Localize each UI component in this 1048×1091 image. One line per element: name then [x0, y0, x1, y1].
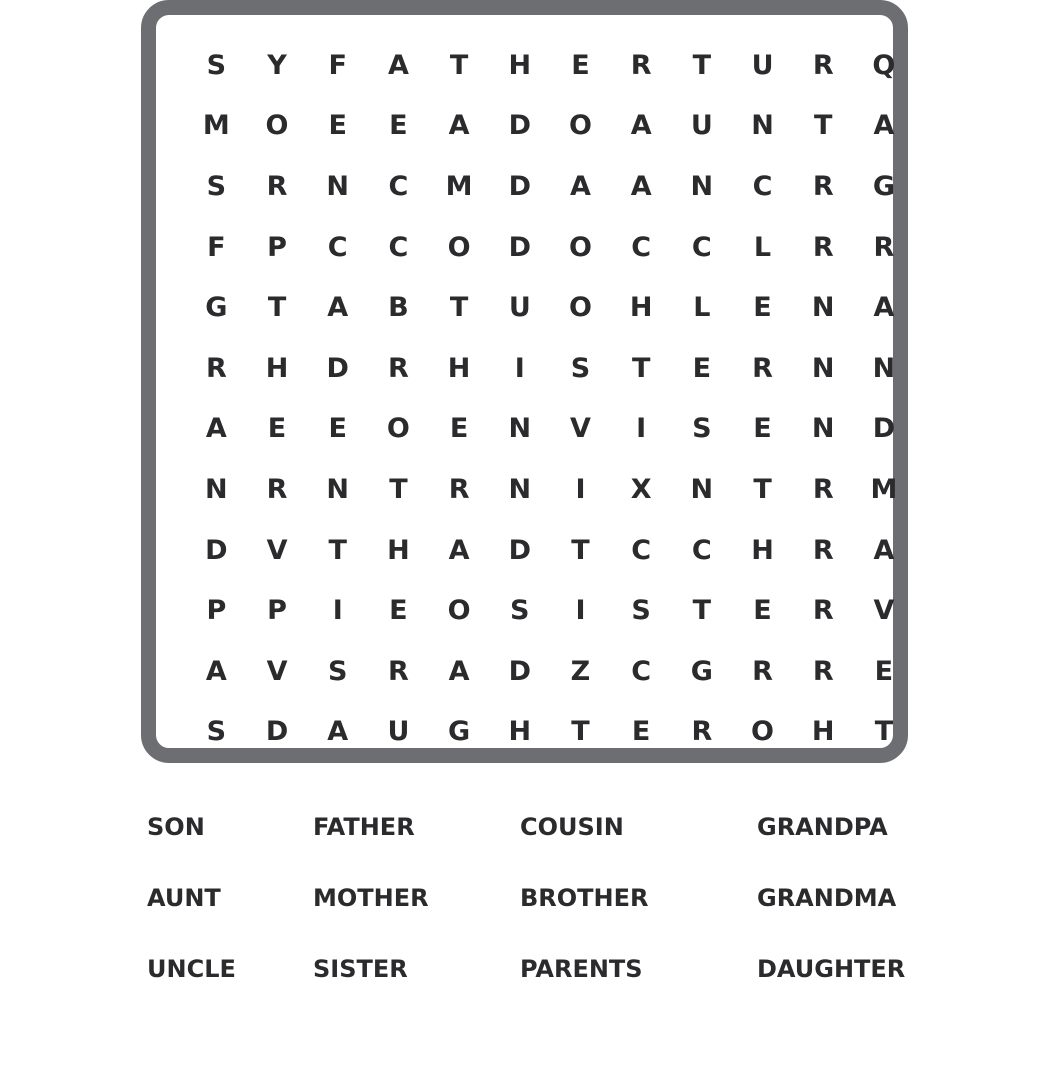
grid-cell[interactable]: A — [327, 292, 349, 324]
word-list-item: UNCLE — [147, 955, 236, 983]
grid-cell[interactable]: C — [327, 231, 348, 263]
word-list-item: COUSIN — [520, 813, 624, 841]
grid-cell[interactable]: E — [753, 413, 772, 445]
grid-cell[interactable]: C — [388, 170, 409, 202]
grid-cell[interactable]: S — [631, 595, 651, 627]
grid-cell[interactable]: Q — [872, 49, 896, 81]
grid-cell[interactable]: H — [508, 716, 532, 748]
grid-cell[interactable]: M — [445, 170, 473, 202]
grid-cell[interactable]: N — [508, 473, 532, 505]
grid-cell[interactable]: T — [692, 49, 712, 81]
grid-cell[interactable]: V — [873, 595, 895, 627]
grid-cell[interactable]: O — [447, 595, 471, 627]
grid-cell[interactable]: N — [690, 473, 714, 505]
grid-cell[interactable]: R — [812, 655, 834, 687]
grid-cell[interactable]: R — [266, 473, 288, 505]
grid-cell[interactable]: L — [693, 292, 711, 324]
grid-cell[interactable]: O — [568, 110, 592, 142]
grid-cell[interactable]: R — [448, 473, 470, 505]
grid-cell[interactable]: C — [752, 170, 773, 202]
grid-cell[interactable]: O — [751, 716, 774, 748]
grid-cell[interactable]: M — [202, 110, 230, 142]
grid-cell[interactable]: H — [811, 716, 835, 748]
grid-cell[interactable]: O — [386, 413, 410, 445]
grid-cell[interactable]: A — [630, 170, 652, 202]
grid-cell[interactable]: F — [207, 231, 226, 263]
grid-cell[interactable]: E — [449, 413, 469, 445]
grid-cell[interactable]: O — [265, 110, 289, 142]
grid-cell[interactable]: S — [510, 595, 530, 627]
grid-cell[interactable]: R — [388, 655, 409, 687]
grid-cell[interactable]: T — [874, 716, 894, 748]
grid-cell[interactable]: S — [327, 655, 348, 687]
grid-cell[interactable]: R — [266, 170, 288, 202]
grid-cell[interactable]: I — [332, 595, 343, 627]
word-list-item: AUNT — [147, 884, 221, 912]
grid-cell[interactable]: T — [571, 716, 590, 748]
grid-cell[interactable]: T — [814, 110, 833, 142]
grid-cell[interactable]: A — [387, 49, 409, 81]
grid-cell[interactable]: E — [692, 352, 712, 384]
grid-cell[interactable]: E — [267, 413, 287, 445]
grid-cell[interactable]: D — [508, 110, 531, 142]
grid-cell[interactable]: C — [631, 534, 652, 566]
grid-cell[interactable]: R — [812, 49, 834, 81]
grid-cell[interactable]: D — [508, 170, 531, 202]
grid-cell[interactable]: N — [508, 413, 532, 445]
grid-cell[interactable]: I — [636, 413, 647, 445]
grid-cell[interactable]: H — [265, 352, 289, 384]
grid-cell[interactable]: H — [508, 49, 532, 81]
grid-cell[interactable]: E — [389, 110, 408, 142]
grid-cell[interactable]: R — [812, 473, 834, 505]
grid-cell[interactable]: R — [630, 49, 652, 81]
word-search-board — [141, 0, 908, 763]
grid-cell[interactable]: T — [267, 292, 287, 324]
grid-cell[interactable]: G — [690, 655, 713, 687]
grid-cell[interactable]: Y — [267, 49, 287, 81]
grid-cell[interactable]: U — [690, 110, 713, 142]
word-list-item: DAUGHTER — [757, 955, 906, 983]
grid-cell[interactable]: A — [448, 534, 470, 566]
grid-cell[interactable]: S — [570, 352, 591, 384]
grid-cell[interactable]: A — [570, 170, 591, 202]
grid-cell[interactable]: D — [265, 716, 289, 748]
grid-cell[interactable]: N — [690, 170, 714, 202]
grid-cell[interactable]: D — [508, 231, 531, 263]
grid-cell[interactable]: G — [448, 716, 471, 748]
grid-cell[interactable]: V — [266, 534, 288, 566]
grid-cell[interactable]: E — [328, 110, 347, 142]
word-list-item: GRANDPA — [757, 813, 888, 841]
grid-cell[interactable]: N — [326, 170, 350, 202]
word-list-item: MOTHER — [313, 884, 429, 912]
grid-cell[interactable]: C — [691, 534, 712, 566]
grid-cell[interactable]: C — [631, 655, 652, 687]
grid-cell[interactable]: T — [571, 534, 590, 566]
grid-cell[interactable]: N — [872, 352, 896, 384]
grid-cell[interactable]: E — [874, 655, 894, 687]
grid-cell[interactable]: P — [267, 595, 287, 627]
grid-cell[interactable]: D — [508, 534, 531, 566]
grid-cell[interactable]: C — [631, 231, 652, 263]
grid-cell[interactable]: R — [752, 655, 773, 687]
grid-cell[interactable]: U — [508, 292, 531, 324]
grid-cell[interactable]: H — [751, 534, 774, 566]
grid-cell[interactable]: N — [811, 413, 835, 445]
grid-cell[interactable]: H — [387, 534, 410, 566]
word-list-item: PARENTS — [520, 955, 643, 983]
grid-cell[interactable]: R — [873, 231, 895, 263]
grid-cell[interactable]: A — [448, 655, 470, 687]
grid-cell[interactable]: A — [327, 716, 349, 748]
grid-cell[interactable]: O — [568, 231, 592, 263]
grid-cell[interactable]: A — [630, 110, 652, 142]
grid-cell[interactable]: S — [692, 413, 712, 445]
grid-cell[interactable]: T — [753, 473, 772, 505]
grid-cell[interactable]: S — [206, 49, 227, 81]
word-list-item: GRANDMA — [757, 884, 897, 912]
grid-cell[interactable]: R — [812, 534, 834, 566]
grid-cell[interactable]: G — [872, 170, 895, 202]
grid-cell[interactable]: E — [389, 595, 408, 627]
grid-cell[interactable]: B — [388, 292, 409, 324]
grid-cell[interactable]: A — [448, 110, 470, 142]
grid-cell[interactable]: R — [388, 352, 409, 384]
grid-cell[interactable]: U — [751, 49, 774, 81]
grid-cell[interactable]: V — [570, 413, 591, 445]
word-list-item: BROTHER — [520, 884, 649, 912]
word-list-item: SON — [147, 813, 205, 841]
letter-grid — [186, 35, 914, 762]
grid-cell[interactable]: E — [753, 292, 772, 324]
word-list-item: SISTER — [313, 955, 408, 983]
grid-cell[interactable]: I — [514, 352, 525, 384]
grid-cell[interactable]: S — [206, 716, 227, 748]
grid-cell[interactable]: E — [631, 716, 651, 748]
grid-cell[interactable]: A — [205, 413, 227, 445]
grid-cell[interactable]: G — [205, 292, 228, 324]
word-list-item: FATHER — [313, 813, 415, 841]
grid-cell[interactable]: N — [751, 110, 774, 142]
grid-cell[interactable]: U — [387, 716, 410, 748]
grid-cell[interactable]: A — [873, 534, 895, 566]
grid-cell[interactable]: V — [266, 655, 288, 687]
grid-cell[interactable]: P — [267, 231, 287, 263]
grid-cell[interactable]: R — [812, 595, 834, 627]
grid-cell[interactable]: R — [691, 716, 713, 748]
grid-cell[interactable]: Z — [570, 655, 591, 687]
grid-cell[interactable]: D — [326, 352, 349, 384]
grid-cell[interactable]: H — [447, 352, 471, 384]
grid-cell[interactable]: N — [205, 473, 228, 505]
grid-cell[interactable]: R — [812, 231, 834, 263]
grid-cell[interactable]: T — [449, 292, 469, 324]
grid-cell[interactable]: O — [568, 292, 592, 324]
grid-cell[interactable]: H — [629, 292, 653, 324]
grid-cell[interactable]: E — [753, 595, 772, 627]
grid-cell[interactable]: T — [328, 534, 347, 566]
grid-cell[interactable]: I — [575, 595, 586, 627]
grid-cell[interactable]: X — [630, 473, 652, 505]
grid-cell[interactable]: T — [692, 595, 712, 627]
grid-cell[interactable]: L — [753, 231, 772, 263]
grid-cell[interactable]: M — [870, 473, 898, 505]
grid-cell[interactable]: R — [752, 352, 773, 384]
grid-cell[interactable]: T — [631, 352, 651, 384]
grid-cell[interactable]: D — [872, 413, 896, 445]
grid-cell[interactable]: R — [205, 352, 227, 384]
grid-cell[interactable]: C — [388, 231, 409, 263]
grid-cell[interactable]: T — [449, 49, 469, 81]
grid-cell[interactable]: E — [328, 413, 347, 445]
grid-cell[interactable]: R — [812, 170, 834, 202]
grid-cell[interactable]: N — [811, 352, 835, 384]
grid-cell[interactable]: N — [326, 473, 350, 505]
grid-cell[interactable]: F — [328, 49, 347, 81]
grid-cell[interactable]: C — [691, 231, 712, 263]
grid-cell[interactable]: I — [575, 473, 586, 505]
grid-cell[interactable]: N — [811, 292, 835, 324]
grid-cell[interactable]: A — [205, 655, 227, 687]
grid-cell[interactable]: O — [447, 231, 471, 263]
grid-cell[interactable]: P — [206, 595, 227, 627]
grid-cell[interactable]: D — [205, 534, 228, 566]
grid-cell[interactable]: D — [508, 655, 531, 687]
grid-cell[interactable]: S — [206, 170, 227, 202]
grid-cell[interactable]: T — [389, 473, 408, 505]
grid-cell[interactable]: E — [571, 49, 590, 81]
grid-cell[interactable]: A — [873, 292, 895, 324]
grid-cell[interactable]: A — [873, 110, 895, 142]
